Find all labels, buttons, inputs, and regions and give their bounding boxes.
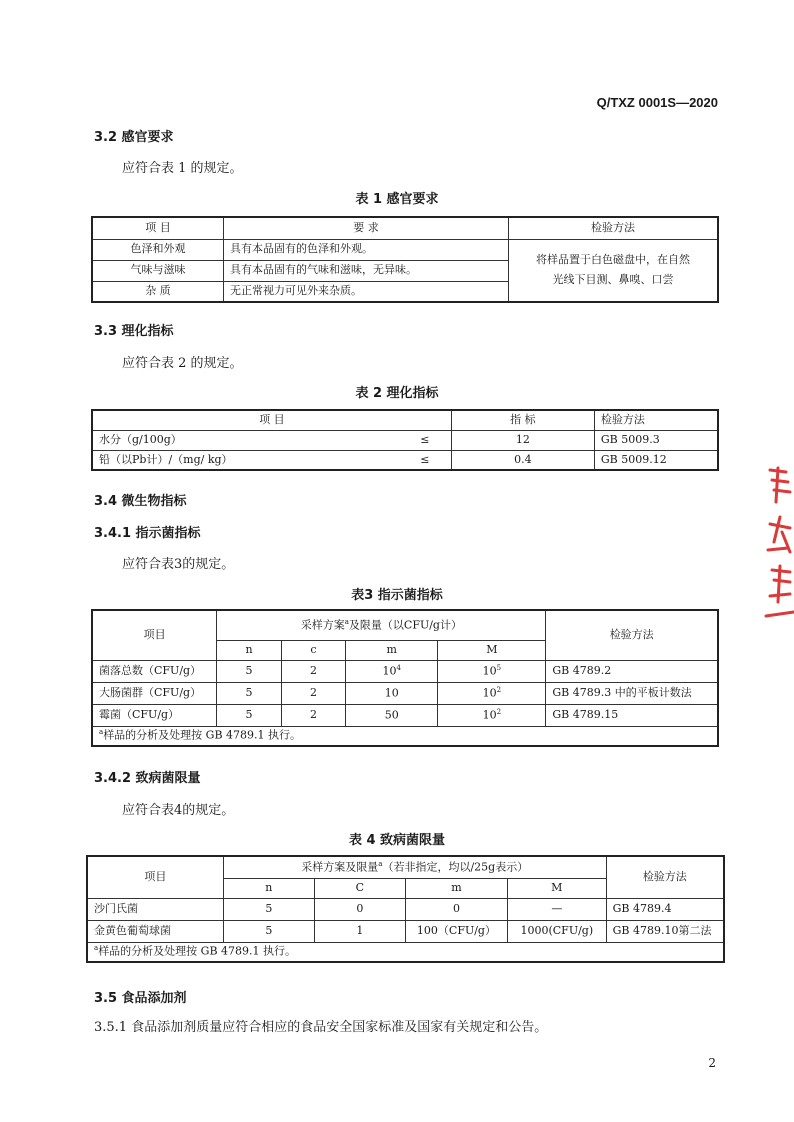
t1-item: 色泽和外观 [92,239,224,260]
t4-footnote [87,942,724,962]
t4-header-item: 项目 [87,856,223,898]
t2-operator: ≤ [399,430,452,450]
t4-sub-n: n [223,878,314,898]
t4-sub-m: m [405,878,507,898]
t3-footnote [92,726,718,746]
t3-M-base: 10 [482,686,497,700]
t2-method: GB 5009.3 [594,430,718,450]
t2-method: GB 5009.12 [594,450,718,470]
t2-operator: ≤ [399,450,452,470]
t1-method [509,239,719,302]
table-1-caption: 表 1 感官要求 [355,192,439,207]
t4-method: GB 4789.4 [606,898,724,920]
t3-method: GB 4789.3 中的平板计数法 [546,682,718,704]
section-3-5-1-text: 3.5.1 食品添加剂质量应符合相应的食品安全国家标准及国家有关规定和公告。 [94,1020,548,1035]
table-row [92,660,718,682]
t3-item: 菌落总数（CFU/g） [92,660,217,682]
t3-header-plan-sup: a [344,617,349,626]
table-row [92,239,718,260]
section-3-4-1-heading: 3.4.1 指示菌指标 [94,526,201,541]
table-row [92,450,718,470]
t3-m-base: 10 [384,686,399,700]
t3-header-plan-post: 及限量（以CFU/g计） [348,618,462,632]
t3-m [346,704,438,726]
table-3-caption: 表3 指示菌指标 [351,588,443,603]
t2-header-item: 项 目 [92,410,451,430]
t3-n: 5 [217,660,281,682]
t4-sub-M: M [508,878,607,898]
t1-requirement: 具有本品固有的气味和滋味，无异味。 [224,260,509,281]
t1-method-line1: 将样品置于白色磁盘中，在自然 [536,253,690,267]
t3-m-base: 50 [384,708,399,722]
t4-c: 1 [314,920,405,942]
table-row [87,898,724,920]
page-number: 2 [708,1056,716,1070]
t1-header-item: 项 目 [92,217,224,239]
t3-method: GB 4789.2 [546,660,718,682]
t3-M-exp: 2 [496,707,502,716]
t4-header-plan-pre: 采样方案及限量 [301,860,379,874]
t1-requirement: 具有本品固有的色泽和外观。 [224,239,509,260]
t3-M [438,682,546,704]
standard-number: Q/TXZ 0001S—2020 [596,95,718,110]
table-row [87,920,724,942]
t3-c: 2 [281,682,345,704]
t2-item: 铅（以Pb计）/（mg/ kg） [92,450,399,470]
t2-header-method: 检验方法 [594,410,718,430]
t3-m [346,682,438,704]
section-3-3-text: 应符合表 2 的规定。 [122,356,243,371]
table-2-caption: 表 2 理化指标 [355,386,439,401]
table-3-indicator-bacteria [91,609,719,747]
table-row [92,682,718,704]
t3-m-exp: 4 [396,663,401,672]
t3-M-exp: 5 [496,663,502,672]
t3-sub-n: n [217,640,281,660]
t4-n: 5 [223,898,314,920]
section-3-3-heading: 3.3 理化指标 [94,324,174,339]
t1-item: 杂 质 [92,281,224,302]
section-3-4-2-text: 应符合表4的规定。 [122,803,235,818]
t3-item: 大肠菌群（CFU/g） [92,682,217,704]
t1-method-line2: 光线下目测、鼻嗅、口尝 [552,273,674,287]
t1-header-method: 检验方法 [509,217,719,239]
table-1-sensory [91,216,719,303]
t4-item: 沙门氏菌 [87,898,223,920]
section-3-2-text: 应符合表 1 的规定。 [122,161,243,176]
t3-header-item: 项目 [92,610,217,660]
t3-m [346,660,438,682]
t2-header-value: 指 标 [451,410,594,430]
t4-sub-c: C [314,878,405,898]
t3-M [438,660,546,682]
t3-M-exp: 2 [496,685,502,694]
t1-requirement: 无正常视力可见外来杂质。 [224,281,509,302]
t1-header-requirement: 要 求 [224,217,509,239]
table-2-physicochemical [91,409,719,471]
section-3-2-heading: 3.2 感官要求 [94,130,174,145]
section-3-5-heading: 3.5 食品添加剂 [94,991,187,1006]
red-seal-stamp [760,462,794,627]
t3-m-base: 10 [382,664,397,678]
t3-c: 2 [281,660,345,682]
section-3-4-1-text: 应符合表3的规定。 [122,557,235,572]
t3-header-method: 检验方法 [546,610,718,660]
table-4-caption: 表 4 致病菌限量 [348,833,446,848]
t2-item: 水分（g/100g） [92,430,399,450]
t3-n: 5 [217,704,281,726]
t4-item: 金黄色葡萄球菌 [87,920,223,942]
t4-M: 1000(CFU/g) [508,920,607,942]
section-3-4-heading: 3.4 微生物指标 [94,494,187,509]
t4-method: GB 4789.10第二法 [606,920,724,942]
t3-M [438,704,546,726]
t4-header-plan-post: （若非指定，均以/25g表示） [382,860,529,874]
table-row [92,704,718,726]
t4-header-plan-sup: a [378,859,383,868]
t3-sub-M: M [438,640,546,660]
t3-header-plan-pre: 采样方案 [300,618,345,632]
t4-footnote-sup: a [94,944,99,953]
t4-header-plan [223,856,606,878]
t4-c: 0 [314,898,405,920]
table-row [92,430,718,450]
t1-item: 气味与滋味 [92,260,224,281]
t3-header-plan [217,610,546,640]
t3-sub-c: c [281,640,345,660]
t3-c: 2 [281,704,345,726]
table-4-pathogen-limits [86,855,725,963]
section-3-4-2-heading: 3.4.2 致病菌限量 [94,771,201,786]
t3-M-base: 10 [482,664,497,678]
t3-footnote-sup: a [99,728,104,737]
t3-n: 5 [217,682,281,704]
t3-method: GB 4789.15 [546,704,718,726]
t2-value: 12 [451,430,594,450]
t4-m: 100（CFU/g） [405,920,507,942]
t3-footnote-text: 样品的分析及处理按 GB 4789.1 执行。 [103,729,302,743]
t4-header-method: 检验方法 [606,856,724,898]
t3-item: 霉菌（CFU/g） [92,704,217,726]
t3-sub-m: m [346,640,438,660]
t4-m: 0 [405,898,507,920]
t4-footnote-text: 样品的分析及处理按 GB 4789.1 执行。 [98,945,297,959]
t3-M-base: 10 [482,708,497,722]
t4-M: — [508,898,607,920]
t2-value: 0.4 [451,450,594,470]
t4-n: 5 [223,920,314,942]
